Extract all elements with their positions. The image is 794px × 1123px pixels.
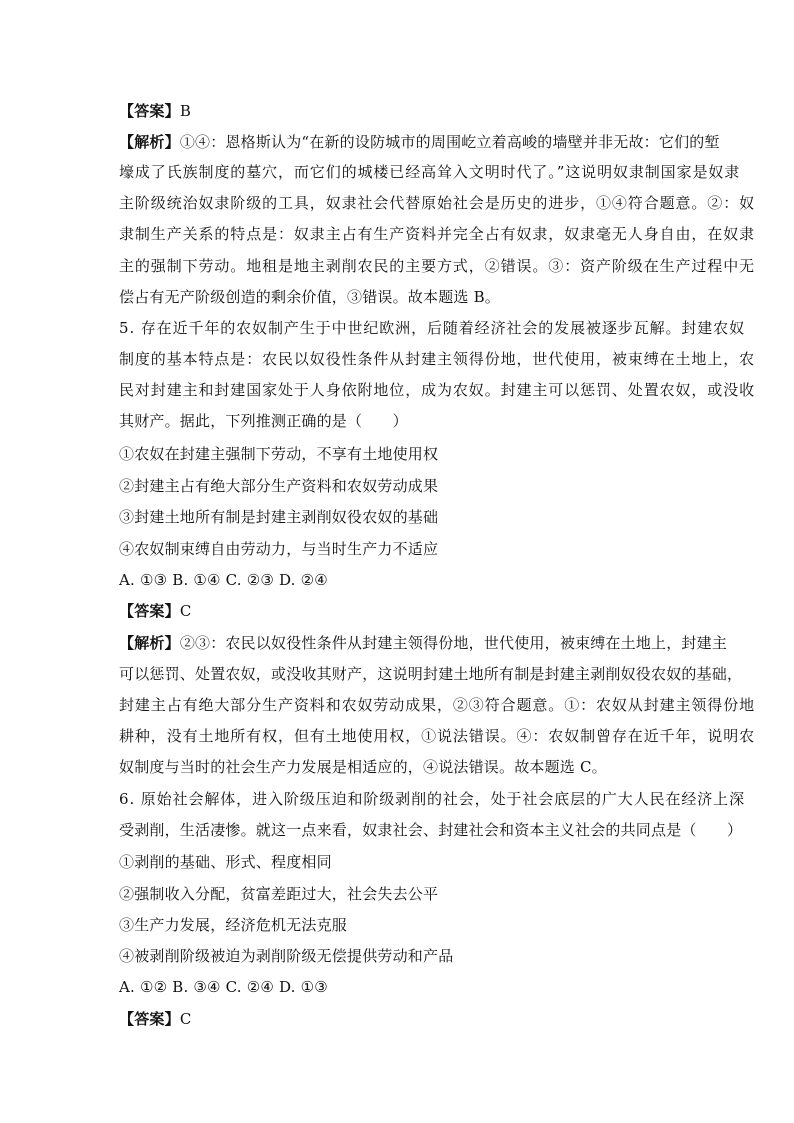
q5-stem-line-3: 民对封建主和封建国家处于人身依附地位，成为农奴。封建主可以惩罚、处置农奴，或没收 [119,381,756,399]
answer-label: 【答案】 [119,102,180,120]
q5-stem-line-4: 其财产。据此，下列推测正确的是（ ） [119,412,408,430]
q5-choices: A. ①③ B. ①④ C. ②③ D. ②④ [119,571,328,589]
q5-option-1: ①农奴在封建主强制下劳动，不享有土地使用权 [119,445,439,463]
q4-analysis-line-2: 壕成了氏族制度的墓穴，而它们的城楼已经高耸入文明时代了。”这说明奴隶制国家是奴隶 [119,163,741,181]
q5-option-4: ④农奴制束缚自由劳动力，与当时生产力不适应 [119,540,439,558]
q5-analysis-line-3: 封建主占有绝大部分生产资料和农奴劳动成果，②③符合题意。①：农奴从封建主领得份地 [119,696,756,714]
answer-value: C [179,602,192,620]
answer-label: 【答案】 [119,1010,180,1028]
q5-analysis-line-4: 耕种，没有土地所有权，但有土地使用权，①说法错误。④：农奴制曾存在近千年，说明农 [119,727,756,745]
q6-option-3: ③生产力发展，经济危机无法克服 [119,916,348,934]
q6-option-4: ④被剥削阶级被迫为剥削阶级无偿提供劳动和产品 [119,947,454,965]
q4-analysis-line-3: 主阶级统治奴隶阶级的工具，奴隶社会代替原始社会是历史的进步，①④符合题意。②：奴 [119,194,756,212]
analysis-label: 【解析】 [119,634,180,652]
q4-analysis-line-6: 偿占有无产阶级创造的剩余价值，③错误。故本题选 B。 [119,288,500,306]
q6-choices: A. ①② B. ③④ C. ②④ D. ①③ [119,978,328,996]
q6-stem-line-1: 6. 原始社会解体，进入阶级压迫和阶级剥削的社会，处于社会底层的广大人民在经济上深 [119,790,745,808]
q5-stem-line-1: 5. 存在近千年的农奴制产生于中世纪欧洲，后随着经济社会的发展被逐步瓦解。封建农奴 [119,319,745,337]
q5-stem-line-2: 制度的基本特点是：农民以奴役性条件从封建主领得份地，世代使用，被束缚在土地上，农 [119,350,756,368]
q5-option-2: ②封建主占有绝大部分生产资料和农奴劳动成果 [119,477,439,495]
q5-answer [119,601,192,621]
answer-value: C [179,1010,192,1028]
q6-option-2: ②强制收入分配，贫富差距过大，社会失去公平 [119,885,439,903]
q4-answer [119,101,191,121]
q4-analysis-line-5: 主的强制下劳动。地租是地主剥削农民的主要方式，②错误。③：资产阶级在生产过程中无 [119,257,756,275]
q5-analysis-line-1: 【解析】②③：农民以奴役性条件从封建主领得份地，世代使用，被束缚在土地上，封建主 [119,634,728,652]
q5-analysis-line-5: 奴制度与当时的社会生产力发展是相适应的，④说法错误。故本题选 C。 [119,758,607,776]
q5-option-3: ③封建土地所有制是封建主剥削奴役农奴的基础 [119,508,439,526]
q4-analysis-line-4: 隶制生产关系的特点是：奴隶主占有生产资料并完全占有奴隶，奴隶毫无人身自由，在奴隶 [119,225,756,243]
q6-stem-line-2: 受剥削，生活凄惨。就这一点来看，奴隶社会、封建社会和资本主义社会的共同点是（ ） [119,821,743,839]
q6-option-1: ①剥削的基础、形式、程度相同 [119,853,332,871]
q5-analysis-line-2: 可以惩罚、处置农奴，或没收其财产，这说明封建土地所有制是封建主剥削奴役农奴的基础， [119,665,743,683]
analysis-label: 【解析】 [119,133,180,151]
answer-value: B [179,102,192,120]
q6-answer [119,1009,192,1029]
q4-analysis-line-1: 【解析】①④：恩格斯认为“在新的设防城市的周围屹立着高峻的墙壁并非无故：它们的堑 [119,133,720,151]
answer-label: 【答案】 [119,602,180,620]
